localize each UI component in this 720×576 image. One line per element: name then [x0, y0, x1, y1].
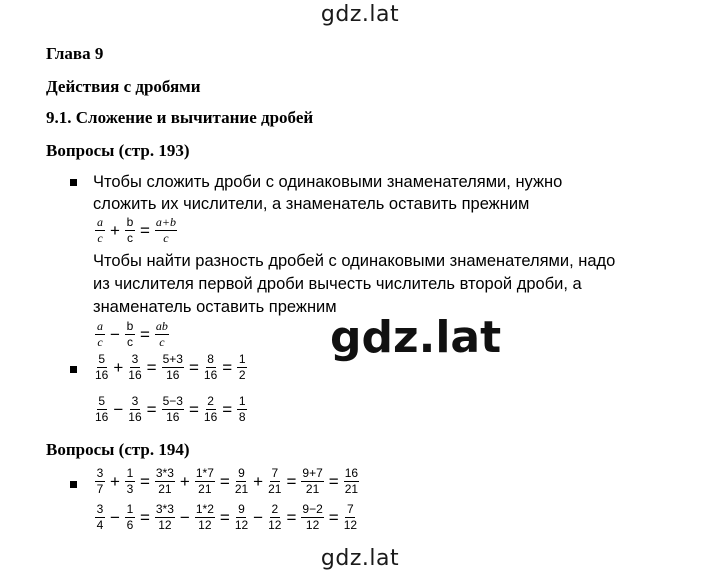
fraction: [155, 216, 177, 245]
denominator: 21: [305, 482, 320, 496]
addition-rule-line-1: Чтобы сложить дроби с одинаковыми знаменателями, нужно: [93, 173, 563, 191]
operator: −: [113, 399, 124, 419]
operator: −: [110, 324, 120, 344]
numerator: ab: [155, 319, 168, 333]
fraction: [95, 503, 105, 532]
numerator: a: [97, 319, 103, 333]
fraction: [235, 503, 248, 532]
denominator: 12: [305, 518, 320, 532]
denominator: 3: [126, 482, 134, 496]
denominator: 12: [234, 518, 249, 532]
numerator: 9: [238, 502, 245, 516]
formula-exercise-addition: [93, 467, 361, 496]
numerator: 1*2: [195, 502, 214, 516]
numerator: b: [126, 319, 134, 333]
denominator: 4: [96, 518, 104, 532]
denominator: 16: [95, 410, 109, 424]
numerator: 3*3: [155, 502, 174, 516]
questions-heading-194: Вопросы (стр. 194): [46, 440, 190, 459]
operator: =: [146, 399, 157, 419]
denominator: 12: [343, 518, 358, 532]
formula-subtraction-general: [93, 320, 171, 349]
fraction: [301, 503, 323, 532]
denominator: c: [126, 335, 133, 349]
section-heading: 9.1. Сложение и вычитание дробей: [46, 108, 314, 127]
denominator: 21: [198, 482, 212, 496]
denominator: 16: [203, 368, 218, 382]
numerator: 3: [96, 502, 104, 516]
watermark-bottom: gdz.lat: [320, 546, 400, 571]
fraction: [125, 503, 135, 532]
numerator: 3: [96, 466, 104, 480]
fraction: [155, 320, 169, 349]
denominator: 16: [95, 368, 109, 382]
fraction: [301, 467, 323, 496]
denominator: 12: [198, 518, 212, 532]
fraction: [162, 395, 184, 424]
fraction: [237, 353, 247, 382]
fraction: [204, 353, 217, 382]
operator: =: [328, 471, 339, 491]
bullet-marker: [70, 366, 77, 373]
numerator: b: [126, 215, 134, 229]
operator: −: [110, 507, 120, 527]
numerator: 2: [207, 394, 214, 408]
operator: +: [179, 471, 190, 491]
fraction: [155, 503, 175, 532]
denominator: 16: [128, 410, 142, 424]
subtraction-rule-line-1: Чтобы найти разность дробей с одинаковыми знаменателями, надо: [93, 252, 616, 270]
operator: =: [139, 507, 150, 527]
watermark-center: gdz.lat: [330, 312, 502, 363]
operator: =: [139, 471, 150, 491]
denominator: 6: [126, 518, 134, 532]
formula-example-subtraction: [93, 395, 249, 424]
numerator: 5: [98, 394, 106, 408]
fraction: [268, 503, 281, 532]
operator: −: [179, 507, 190, 527]
denominator: 21: [268, 482, 282, 496]
fraction: [95, 216, 105, 245]
numerator: 2: [271, 502, 279, 516]
numerator: 8: [207, 352, 214, 366]
operator: =: [222, 357, 233, 377]
numerator: 7: [347, 502, 354, 516]
denominator: c: [126, 231, 133, 245]
fraction: [125, 467, 135, 496]
fraction: [95, 467, 105, 496]
operator: =: [222, 399, 233, 419]
operator: =: [188, 357, 199, 377]
numerator: a+b: [155, 215, 176, 229]
watermark-top: gdz.lat: [320, 2, 400, 27]
operator: =: [139, 324, 150, 344]
numerator: 5: [98, 352, 106, 366]
operator: =: [146, 357, 157, 377]
fraction: [95, 320, 105, 349]
numerator: 7: [271, 466, 279, 480]
fraction: [195, 467, 215, 496]
formula-exercise-subtraction: [93, 503, 359, 532]
formula-example-addition: [93, 353, 249, 382]
operator: =: [139, 220, 150, 240]
numerator: 3: [131, 394, 139, 408]
numerator: 5−3: [162, 394, 183, 408]
denominator: c: [97, 335, 103, 349]
numerator: 16: [344, 466, 359, 480]
denominator: c: [159, 335, 165, 349]
bullet-marker: [70, 179, 77, 186]
fraction: [344, 467, 359, 496]
denominator: c: [97, 231, 103, 245]
operator: =: [219, 471, 230, 491]
denominator: 21: [158, 482, 172, 496]
denominator: 21: [344, 482, 359, 496]
denominator: 16: [128, 368, 142, 382]
topic-heading: Действия с дробями: [46, 77, 201, 96]
numerator: a: [97, 215, 103, 229]
subtraction-rule-line-2: из числителя первой дроби вычесть числитель второй дроби, а: [93, 275, 582, 293]
denominator: 16: [203, 410, 218, 424]
denominator: 7: [96, 482, 104, 496]
fraction: [162, 353, 184, 382]
denominator: 12: [268, 518, 282, 532]
operator: =: [286, 471, 297, 491]
fraction: [128, 353, 141, 382]
numerator: 1: [126, 466, 134, 480]
numerator: 3: [131, 352, 139, 366]
operator: +: [110, 471, 120, 491]
fraction: [95, 353, 108, 382]
numerator: 9: [238, 466, 245, 480]
operator: +: [113, 357, 124, 377]
operator: =: [328, 507, 339, 527]
fraction: [235, 467, 248, 496]
numerator: 3*3: [155, 466, 174, 480]
operator: =: [286, 507, 297, 527]
fraction: [204, 395, 217, 424]
fraction: [195, 503, 215, 532]
denominator: 12: [158, 518, 172, 532]
fraction: [125, 216, 135, 245]
numerator: 5+3: [162, 352, 183, 366]
operator: =: [219, 507, 230, 527]
questions-heading-193: Вопросы (стр. 193): [46, 141, 190, 160]
operator: −: [253, 507, 264, 527]
chapter-heading: Глава 9: [46, 44, 104, 63]
fraction: [237, 395, 247, 424]
operator: =: [188, 399, 199, 419]
denominator: 21: [234, 482, 249, 496]
denominator: c: [163, 231, 169, 245]
operator: +: [110, 220, 120, 240]
numerator: 1: [238, 394, 246, 408]
formula-addition-general: [93, 216, 179, 245]
fraction: [344, 503, 357, 532]
denominator: 16: [166, 368, 180, 382]
fraction: [155, 467, 175, 496]
denominator: 8: [238, 410, 246, 424]
denominator: 16: [166, 410, 180, 424]
addition-rule-line-2: сложить их числители, а знаменатель оставить прежним: [93, 195, 530, 213]
numerator: 1: [126, 502, 134, 516]
numerator: 9+7: [302, 466, 323, 480]
operator: +: [253, 471, 264, 491]
subtraction-rule-line-3: знаменатель оставить прежним: [93, 298, 337, 316]
fraction: [125, 320, 135, 349]
fraction: [128, 395, 141, 424]
numerator: 1: [238, 352, 246, 366]
bullet-marker: [70, 481, 77, 488]
numerator: 1*7: [195, 466, 214, 480]
fraction: [268, 467, 281, 496]
fraction: [95, 395, 108, 424]
denominator: 2: [238, 368, 246, 382]
numerator: 9−2: [302, 502, 323, 516]
